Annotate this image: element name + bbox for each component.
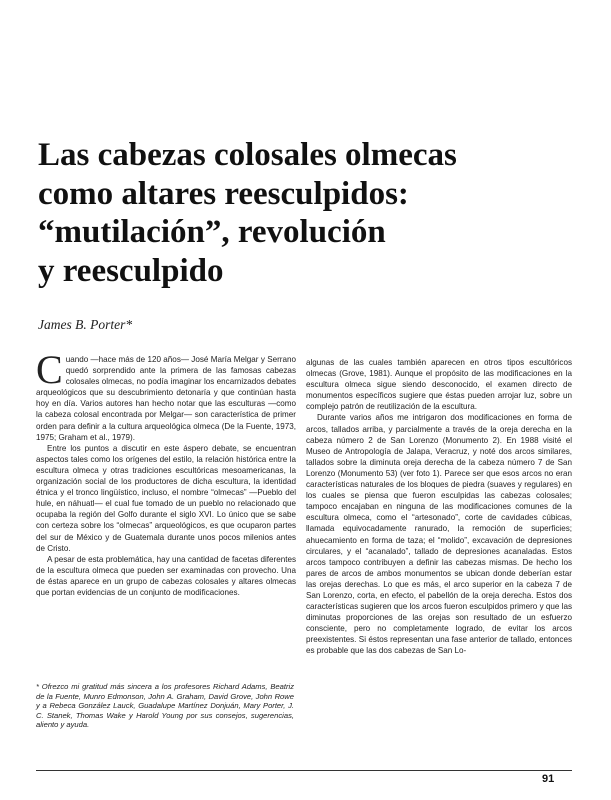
title-line: como altares reesculpidos:: [38, 175, 409, 212]
footnote: * Ofrezco mi gratitud más sincera a los profesores Richard Adams, Beatriz de la Fuente, Munro Edmonson, John A. Graham, David Grove, John Rowe y a Rebeca González Lauck, Guadalupe Martínez Donjuán, Mary Porter, J. C. Stanek, Thomas Wake y Harold Young por sus consejos, sugerencias, aliento y ayuda.: [36, 682, 294, 730]
right-column: [306, 357, 572, 657]
page-number: 91: [542, 773, 555, 785]
left-column: [36, 347, 296, 598]
title-line: “mutilación”, revolución: [38, 214, 386, 250]
paragraph: [36, 347, 296, 443]
paragraph-text: uando —hace más de 120 años— José María Melgar y Serrano quedó sorprendido ante la primera de las famosas cabezas colosales olmecas, no podía imaginar los encarnizados debates arqueológicos que su descubrimiento detonaría y que continúan hasta hoy en día. Varios autores han hecho notar que las esculturas —como la cabeza colosal encontrada por Melgar— son característica de primer orden para definir a la cultura arqueológica olmeca (De la Fuente, 1973, 1975; Graham et al., 1979).: [36, 355, 296, 442]
title-line: y reesculpido: [38, 252, 224, 289]
title-line: Las cabezas colosales olmecas: [38, 137, 457, 173]
paragraph: A pesar de esta problemática, hay una cantidad de facetas diferentes de la escultura olmeca que pueden ser examinadas con provecho. Una de éstas aparece en un grupo de cabezas colosales y altares olmecas que portan evidencias de un conjunto de modificaciones.: [36, 554, 296, 597]
footer-rule: [36, 770, 572, 771]
paragraph: Entre los puntos a discutir en este áspero debate, se encuentran aspectos tales como los orígenes del estilo, la relación histórica entre la escultura olmeca y otras tradiciones escultóricas mesoamericanas, la organización social de los productores de dicha escultura, la identidad étnica y el tronco lingüístico, incluso, el nombre “olmecas” —Pueblo del hule, en náhuatl— el cual fue tomado de un pueblo no relacionado que ocupaba la región del Golfo durante el siglo XVI. Lo único que se sabe con certeza sobre los “olmecas” arqueológicos, es que ocuparon partes del sur de México y de Guatemala durante unos pocos milenios antes de Cristo.: [36, 443, 296, 553]
paragraph: algunas de las cuales también aparecen en otros tipos escultóricos olmecas (Grove, 1981). Aunque el propósito de las modificaciones en la escultura olmeca sigue siendo desconocido, el examen directo de monumentos específicos sugiere que éstas pueden arrojar luz, sobre un complejo patrón de reutilización de la escultura.: [306, 358, 572, 412]
paragraph: Durante varios años me intrigaron dos modificaciones en forma de arcos, tallados arriba, y parcialmente a través de la oreja derecha en la cabeza número 2 de San Lorenzo (Monumento 2). En 1988 visité el Museo de Antropología de Jalapa, Veracruz, y noté dos arcos similares, tallados sobre la diminuta oreja derecha de la cabeza número 7 de San Lorenzo (Monumento 53) (ver foto 1). Parece ser que esos arcos no eran características naturales de los bloques de piedra (suaves y regulares) en los cuales se piensa que fueron esculpidas las cabezas colosales; tampoco encajaban en ninguna de las modificaciones comunes de la escultura olmeca, como el “artesonado”, corte de cavidades cúbicas, llamada equivocadamente ranurado, la remoción de superficies; ahuecamiento en forma de taza; el “molido”, excavación de depresiones circulares, y el “acanalado”, tallado de depresiones acanaladas. Estos arcos tampoco contribuyen a definir las cabezas mismas. De hecho los pares de arcos de ambos monumentos se ubican donde deberían estar las orejas derechas. Lo que es más, el arco superior en la cabeza 7 de San Lorenzo, corta, en efecto, el pabellón de la oreja derecha. Estos dos características sugieren que los arcos fueron esculpidos primero y que las diminutas proporciones de las orejas son resultado de un esfuerzo consciente, pero no completamente logrado, de evitar los arcos preexistentes. Si éstos representan una fase anterior de tallado, entonces es probable que las dos cabezas de San Lo-: [306, 413, 572, 656]
article-title: [38, 136, 578, 290]
author-name: James B. Porter*: [38, 317, 133, 332]
drop-cap: C: [36, 347, 63, 392]
